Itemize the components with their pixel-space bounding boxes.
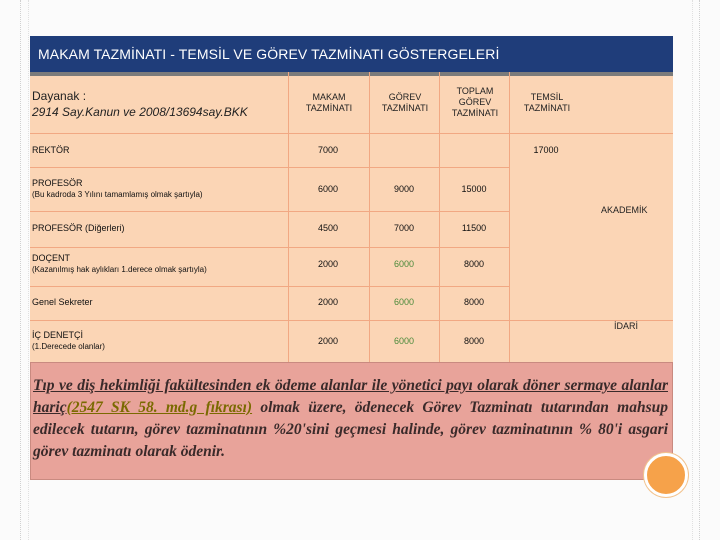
row-divider: [30, 320, 673, 321]
header-toplam: TOPLAM GÖREV TAZMİNATI: [451, 86, 499, 118]
slide-title-text: MAKAM TAZMİNATI - TEMSİL VE GÖREV TAZMİNATI GÖSTERGELERİ: [38, 46, 500, 62]
genel-sekreter-toplam: 8000: [463, 297, 485, 307]
genel-sekreter-makam: 2000: [317, 297, 339, 307]
profesor-digerleri-toplam: 11500: [461, 223, 487, 233]
row-label-ic-denetci-title: İÇ DENETÇİ: [32, 330, 84, 340]
row-label-profesor-title: PROFESÖR: [32, 178, 83, 188]
row-label-genel-sekreter: Genel Sekreter: [32, 297, 93, 307]
header-temsil: TEMSİL TAZMİNATI: [523, 92, 571, 113]
docent-gorev: 6000: [393, 259, 415, 269]
note-box: [30, 362, 673, 480]
slide-border-left-inner: [28, 0, 29, 540]
legal-basis: [32, 88, 248, 120]
row-divider: [30, 211, 509, 212]
legal-basis-label: Dayanak :: [32, 89, 87, 103]
row-label-ic-denetci: [32, 330, 105, 352]
ic-denetci-makam: 2000: [317, 336, 339, 346]
rektor-makam: 7000: [317, 145, 339, 155]
row-label-profesor-digerleri: PROFESÖR (Diğerleri): [32, 223, 125, 233]
profesor-makam: 6000: [317, 184, 339, 194]
row-divider: [30, 167, 509, 168]
header-gorev: GÖREV TAZMİNATI: [381, 92, 429, 113]
col-divider: [439, 72, 440, 362]
slide-border-right-inner: [692, 0, 693, 540]
slide-title: [30, 36, 673, 72]
group-akademik: AKADEMİK: [601, 205, 648, 215]
profesor-gorev: 9000: [393, 184, 415, 194]
row-label-docent-title: DOÇENT: [32, 253, 70, 263]
row-label-docent-sub: (Kazanılmış hak aylıkları 1.derece olmak şartıyla): [32, 265, 207, 274]
legal-basis-text: 2914 Say.Kanun ve 2008/13694say.BKK: [32, 105, 248, 119]
col-divider: [369, 72, 370, 362]
allowance-table: [30, 72, 673, 362]
col-divider: [509, 72, 510, 362]
row-label-docent: [32, 253, 207, 275]
rektor-temsil: 17000: [533, 145, 559, 155]
row-divider: [30, 286, 509, 287]
docent-toplam: 8000: [463, 259, 485, 269]
header-makam: MAKAM TAZMİNATI: [305, 92, 353, 113]
ic-denetci-toplam: 8000: [463, 336, 485, 346]
row-label-profesor-sub: (Bu kadroda 3 Yılını tamamlamış olmak şartıyla): [32, 190, 203, 199]
group-idari: İDARİ: [614, 321, 639, 331]
note-part1: Tıp ve diş hekimliği fakültesinden ek ödeme alanlar ile yönetici payı olarak döner sermaye alanlar hariç: [33, 377, 668, 416]
row-label-profesor: [32, 178, 203, 200]
row-label-rektor: REKTÖR: [32, 145, 70, 155]
note-law-reference: (2547 SK 58. md.g fıkrası): [66, 399, 253, 416]
col-divider: [288, 72, 289, 362]
row-divider: [30, 247, 509, 248]
docent-makam: 2000: [317, 259, 339, 269]
note-part3: olmak üzere, ödenecek Görev Tazminatı tutarından mahsup edilecek tutarın, görev tazminatının %20'sini geçmesi halinde, görev tazminatının % 80'i asgari görev tazminatı olarak ödenir.: [33, 399, 668, 460]
slide-border-left: [20, 0, 21, 540]
profesor-toplam: 15000: [461, 184, 487, 194]
slide-border-right: [699, 0, 700, 540]
decorative-circle: [644, 453, 688, 497]
ic-denetci-gorev: 6000: [393, 336, 415, 346]
profesor-digerleri-makam: 4500: [317, 223, 339, 233]
profesor-digerleri-gorev: 7000: [393, 223, 415, 233]
row-label-ic-denetci-sub: (1.Derecede olanlar): [32, 342, 105, 351]
genel-sekreter-gorev: 6000: [393, 297, 415, 307]
row-divider: [30, 133, 673, 134]
table-top-band: [30, 72, 673, 76]
